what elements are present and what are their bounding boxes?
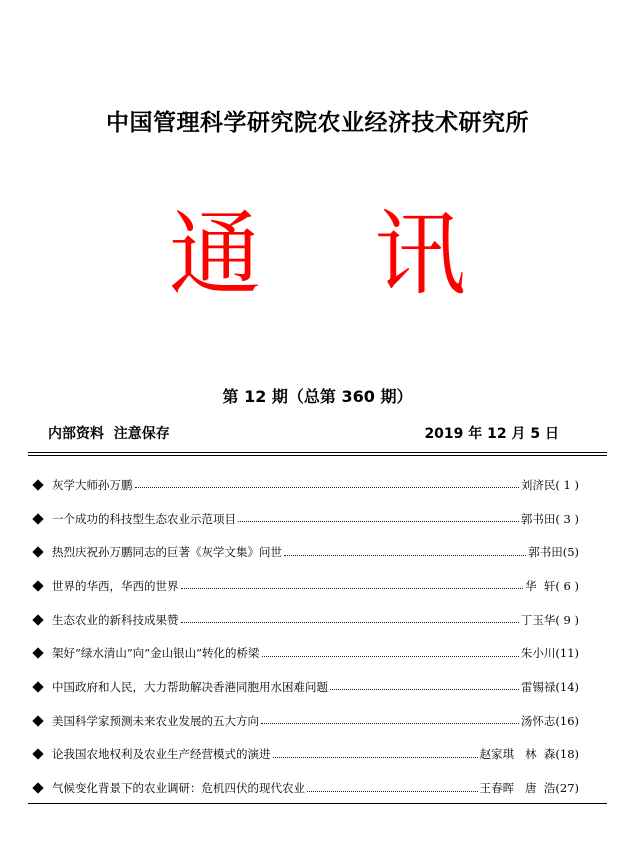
dot-leader (238, 521, 519, 522)
toc-page: (11) (555, 646, 579, 661)
toc-item[interactable] (30, 738, 579, 772)
dot-leader (284, 555, 526, 556)
classification-label: 内部资料 注意保存 (48, 426, 170, 442)
divider-top-thin (28, 455, 607, 456)
toc-author: 朱小川 (520, 646, 556, 661)
dot-leader (307, 791, 478, 792)
toc-author: 汤怀志 (520, 713, 556, 728)
table-of-contents (30, 468, 579, 805)
toc-item[interactable] (30, 569, 579, 603)
diamond-bullet-icon (32, 513, 43, 524)
dot-leader (135, 487, 519, 488)
toc-title: 论我国农地权利及农业生产经营模式的演进 (52, 747, 271, 762)
diamond-bullet-icon (32, 681, 43, 692)
toc-title: 架好“绿水清山”向“金山银山”转化的桥梁 (52, 646, 260, 661)
toc-page: ( 1 ) (555, 477, 579, 492)
diamond-bullet-icon (32, 749, 43, 760)
toc-title: 生态农业的新科技成果赞 (52, 612, 179, 627)
dot-leader (181, 622, 519, 623)
diamond-bullet-icon (32, 715, 43, 726)
toc-page: (27) (555, 781, 579, 796)
publication-date: 2019 年 12 月 5 日 (424, 426, 559, 442)
toc-page: ( 6 ) (555, 578, 579, 593)
divider-bottom (28, 803, 607, 804)
toc-item[interactable] (30, 670, 579, 704)
toc-author: 王春晖 唐 浩 (479, 781, 556, 796)
diamond-bullet-icon (32, 648, 43, 659)
toc-title: 一个成功的科技型生态农业示范项目 (52, 511, 236, 526)
toc-page: (18) (555, 747, 579, 762)
issue-number: 第 12 期（总第 360 期） (222, 387, 413, 406)
toc-title: 灰学大师孙万鹏 (52, 477, 133, 492)
dot-leader (273, 757, 478, 758)
diamond-bullet-icon (32, 547, 43, 558)
toc-title: 世界的华西，华西的世界 (52, 578, 179, 593)
toc-title: 热烈庆祝孙万鹏同志的巨著《灰学文集》问世 (52, 545, 282, 560)
diamond-bullet-icon (32, 614, 43, 625)
toc-item[interactable] (30, 535, 579, 569)
toc-page: (5) (562, 545, 579, 560)
dot-leader (261, 723, 519, 724)
masthead-title (165, 201, 470, 308)
diamond-bullet-icon (32, 782, 43, 793)
toc-author: 赵家琪 林 森 (479, 747, 556, 762)
dot-leader (330, 689, 519, 690)
meta-row (48, 423, 559, 443)
toc-author: 雷锡禄 (520, 679, 556, 694)
diamond-bullet-icon (32, 580, 43, 591)
toc-author: 郭书田 (520, 511, 556, 526)
toc-title: 中国政府和人民，大力帮助解决香港同胞用水困难问题 (52, 679, 328, 694)
toc-item[interactable] (30, 771, 579, 805)
toc-author: 郭书田 (528, 545, 563, 560)
institute-name: 中国管理科学研究院农业经济技术研究所 (106, 110, 529, 136)
toc-page: (14) (555, 679, 579, 694)
divider-top (28, 452, 607, 453)
toc-title: 气候变化背景下的农业调研：危机四伏的现代农业 (52, 781, 305, 796)
masthead-char-2: 讯 (373, 201, 466, 308)
dot-leader (262, 656, 519, 657)
toc-item[interactable] (30, 704, 579, 738)
toc-page: ( 3 ) (555, 511, 579, 526)
toc-author: 丁玉华 (520, 612, 556, 627)
toc-page: (16) (555, 713, 579, 728)
toc-author: 华 轩 (525, 578, 556, 593)
toc-item[interactable] (30, 603, 579, 637)
toc-item[interactable] (30, 468, 579, 502)
toc-title: 美国科学家预测未来农业发展的五大方向 (52, 713, 259, 728)
masthead-char-1: 通 (168, 201, 261, 308)
diamond-bullet-icon (32, 479, 43, 490)
toc-author: 刘济民 (520, 477, 556, 492)
toc-page: ( 9 ) (555, 612, 579, 627)
dot-leader (181, 588, 524, 589)
toc-item[interactable] (30, 502, 579, 536)
toc-item[interactable] (30, 636, 579, 670)
